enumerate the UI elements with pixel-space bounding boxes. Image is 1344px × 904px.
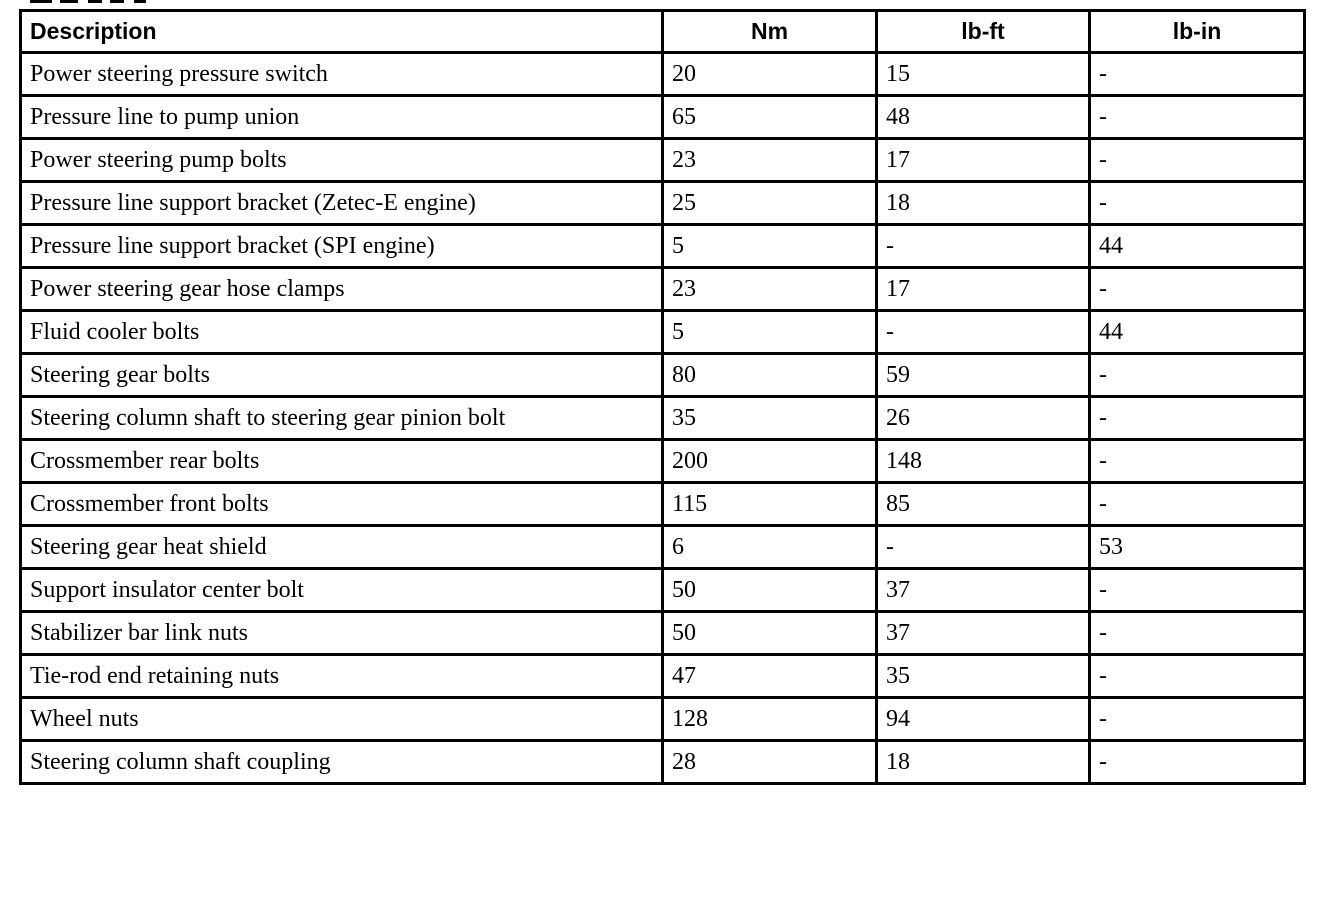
cell-description: Power steering gear hose clamps [21,268,663,311]
cell-lb-in: - [1090,53,1305,96]
header-description: Description [21,11,663,53]
cell-lb-ft: 85 [877,483,1090,526]
cell-description: Stabilizer bar link nuts [21,612,663,655]
cell-lb-ft: 94 [877,698,1090,741]
cell-description: Fluid cooler bolts [21,311,663,354]
cell-nm: 200 [663,440,877,483]
cell-lb-ft: 35 [877,655,1090,698]
header-lb-ft: lb-ft [877,11,1090,53]
cell-description: Wheel nuts [21,698,663,741]
cell-description: Tie-rod end retaining nuts [21,655,663,698]
cell-description: Support insulator center bolt [21,569,663,612]
header-nm: Nm [663,11,877,53]
cell-description: Steering column shaft to steering gear pinion bolt [21,397,663,440]
cell-description: Crossmember front bolts [21,483,663,526]
header-row [21,11,1305,53]
cell-lb-ft: 15 [877,53,1090,96]
table-body [21,53,1305,784]
cell-lb-in: - [1090,612,1305,655]
cell-nm: 80 [663,354,877,397]
cell-nm: 23 [663,268,877,311]
cell-lb-ft: 26 [877,397,1090,440]
table-row [21,397,1305,440]
cell-nm: 6 [663,526,877,569]
cell-lb-in: - [1090,741,1305,784]
table-row [21,698,1305,741]
cell-lb-in: - [1090,354,1305,397]
table-row [21,612,1305,655]
cell-lb-in: - [1090,139,1305,182]
cell-nm: 5 [663,311,877,354]
cell-lb-in: - [1090,96,1305,139]
cell-nm: 28 [663,741,877,784]
cell-description: Crossmember rear bolts [21,440,663,483]
cell-nm: 23 [663,139,877,182]
cell-lb-ft: 148 [877,440,1090,483]
cell-nm: 5 [663,225,877,268]
cell-lb-ft: - [877,225,1090,268]
torque-specifications-table [19,9,1306,785]
cell-nm: 65 [663,96,877,139]
cell-lb-in: - [1090,268,1305,311]
cell-lb-ft: 37 [877,569,1090,612]
cell-description: Power steering pump bolts [21,139,663,182]
cell-nm: 25 [663,182,877,225]
cell-nm: 128 [663,698,877,741]
table-row [21,526,1305,569]
table-row [21,440,1305,483]
cell-lb-ft: 17 [877,268,1090,311]
cell-description: Pressure line support bracket (SPI engine) [21,225,663,268]
cell-lb-ft: 18 [877,182,1090,225]
cell-description: Pressure line to pump union [21,96,663,139]
cell-lb-in: 44 [1090,225,1305,268]
table-row [21,225,1305,268]
cell-lb-in: - [1090,397,1305,440]
table-row [21,96,1305,139]
cell-description: Steering column shaft coupling [21,741,663,784]
cell-lb-in: - [1090,440,1305,483]
cell-nm: 20 [663,53,877,96]
cell-nm: 50 [663,612,877,655]
cell-lb-in: - [1090,569,1305,612]
table-header [21,11,1305,53]
cell-lb-ft: - [877,526,1090,569]
header-lb-in: lb-in [1090,11,1305,53]
table-row [21,483,1305,526]
cell-lb-ft: 59 [877,354,1090,397]
cell-lb-ft: 48 [877,96,1090,139]
cell-nm: 35 [663,397,877,440]
cell-lb-ft: - [877,311,1090,354]
table-row [21,268,1305,311]
table-row [21,741,1305,784]
table-row [21,655,1305,698]
table-row [21,354,1305,397]
cell-description: Power steering pressure switch [21,53,663,96]
cell-nm: 115 [663,483,877,526]
cell-lb-ft: 18 [877,741,1090,784]
table-row [21,53,1305,96]
cell-lb-in: 44 [1090,311,1305,354]
table-row [21,569,1305,612]
cell-description: Pressure line support bracket (Zetec-E engine) [21,182,663,225]
cell-nm: 50 [663,569,877,612]
cell-description: Steering gear bolts [21,354,663,397]
table-row [21,182,1305,225]
cell-lb-in: - [1090,483,1305,526]
cell-lb-ft: 37 [877,612,1090,655]
table-row [21,139,1305,182]
cell-lb-in: - [1090,182,1305,225]
table-row [21,311,1305,354]
cell-lb-in: - [1090,655,1305,698]
cell-nm: 47 [663,655,877,698]
cropped-heading-fragment [30,0,160,6]
cell-description: Steering gear heat shield [21,526,663,569]
cell-lb-in: 53 [1090,526,1305,569]
cell-lb-ft: 17 [877,139,1090,182]
cell-lb-in: - [1090,698,1305,741]
